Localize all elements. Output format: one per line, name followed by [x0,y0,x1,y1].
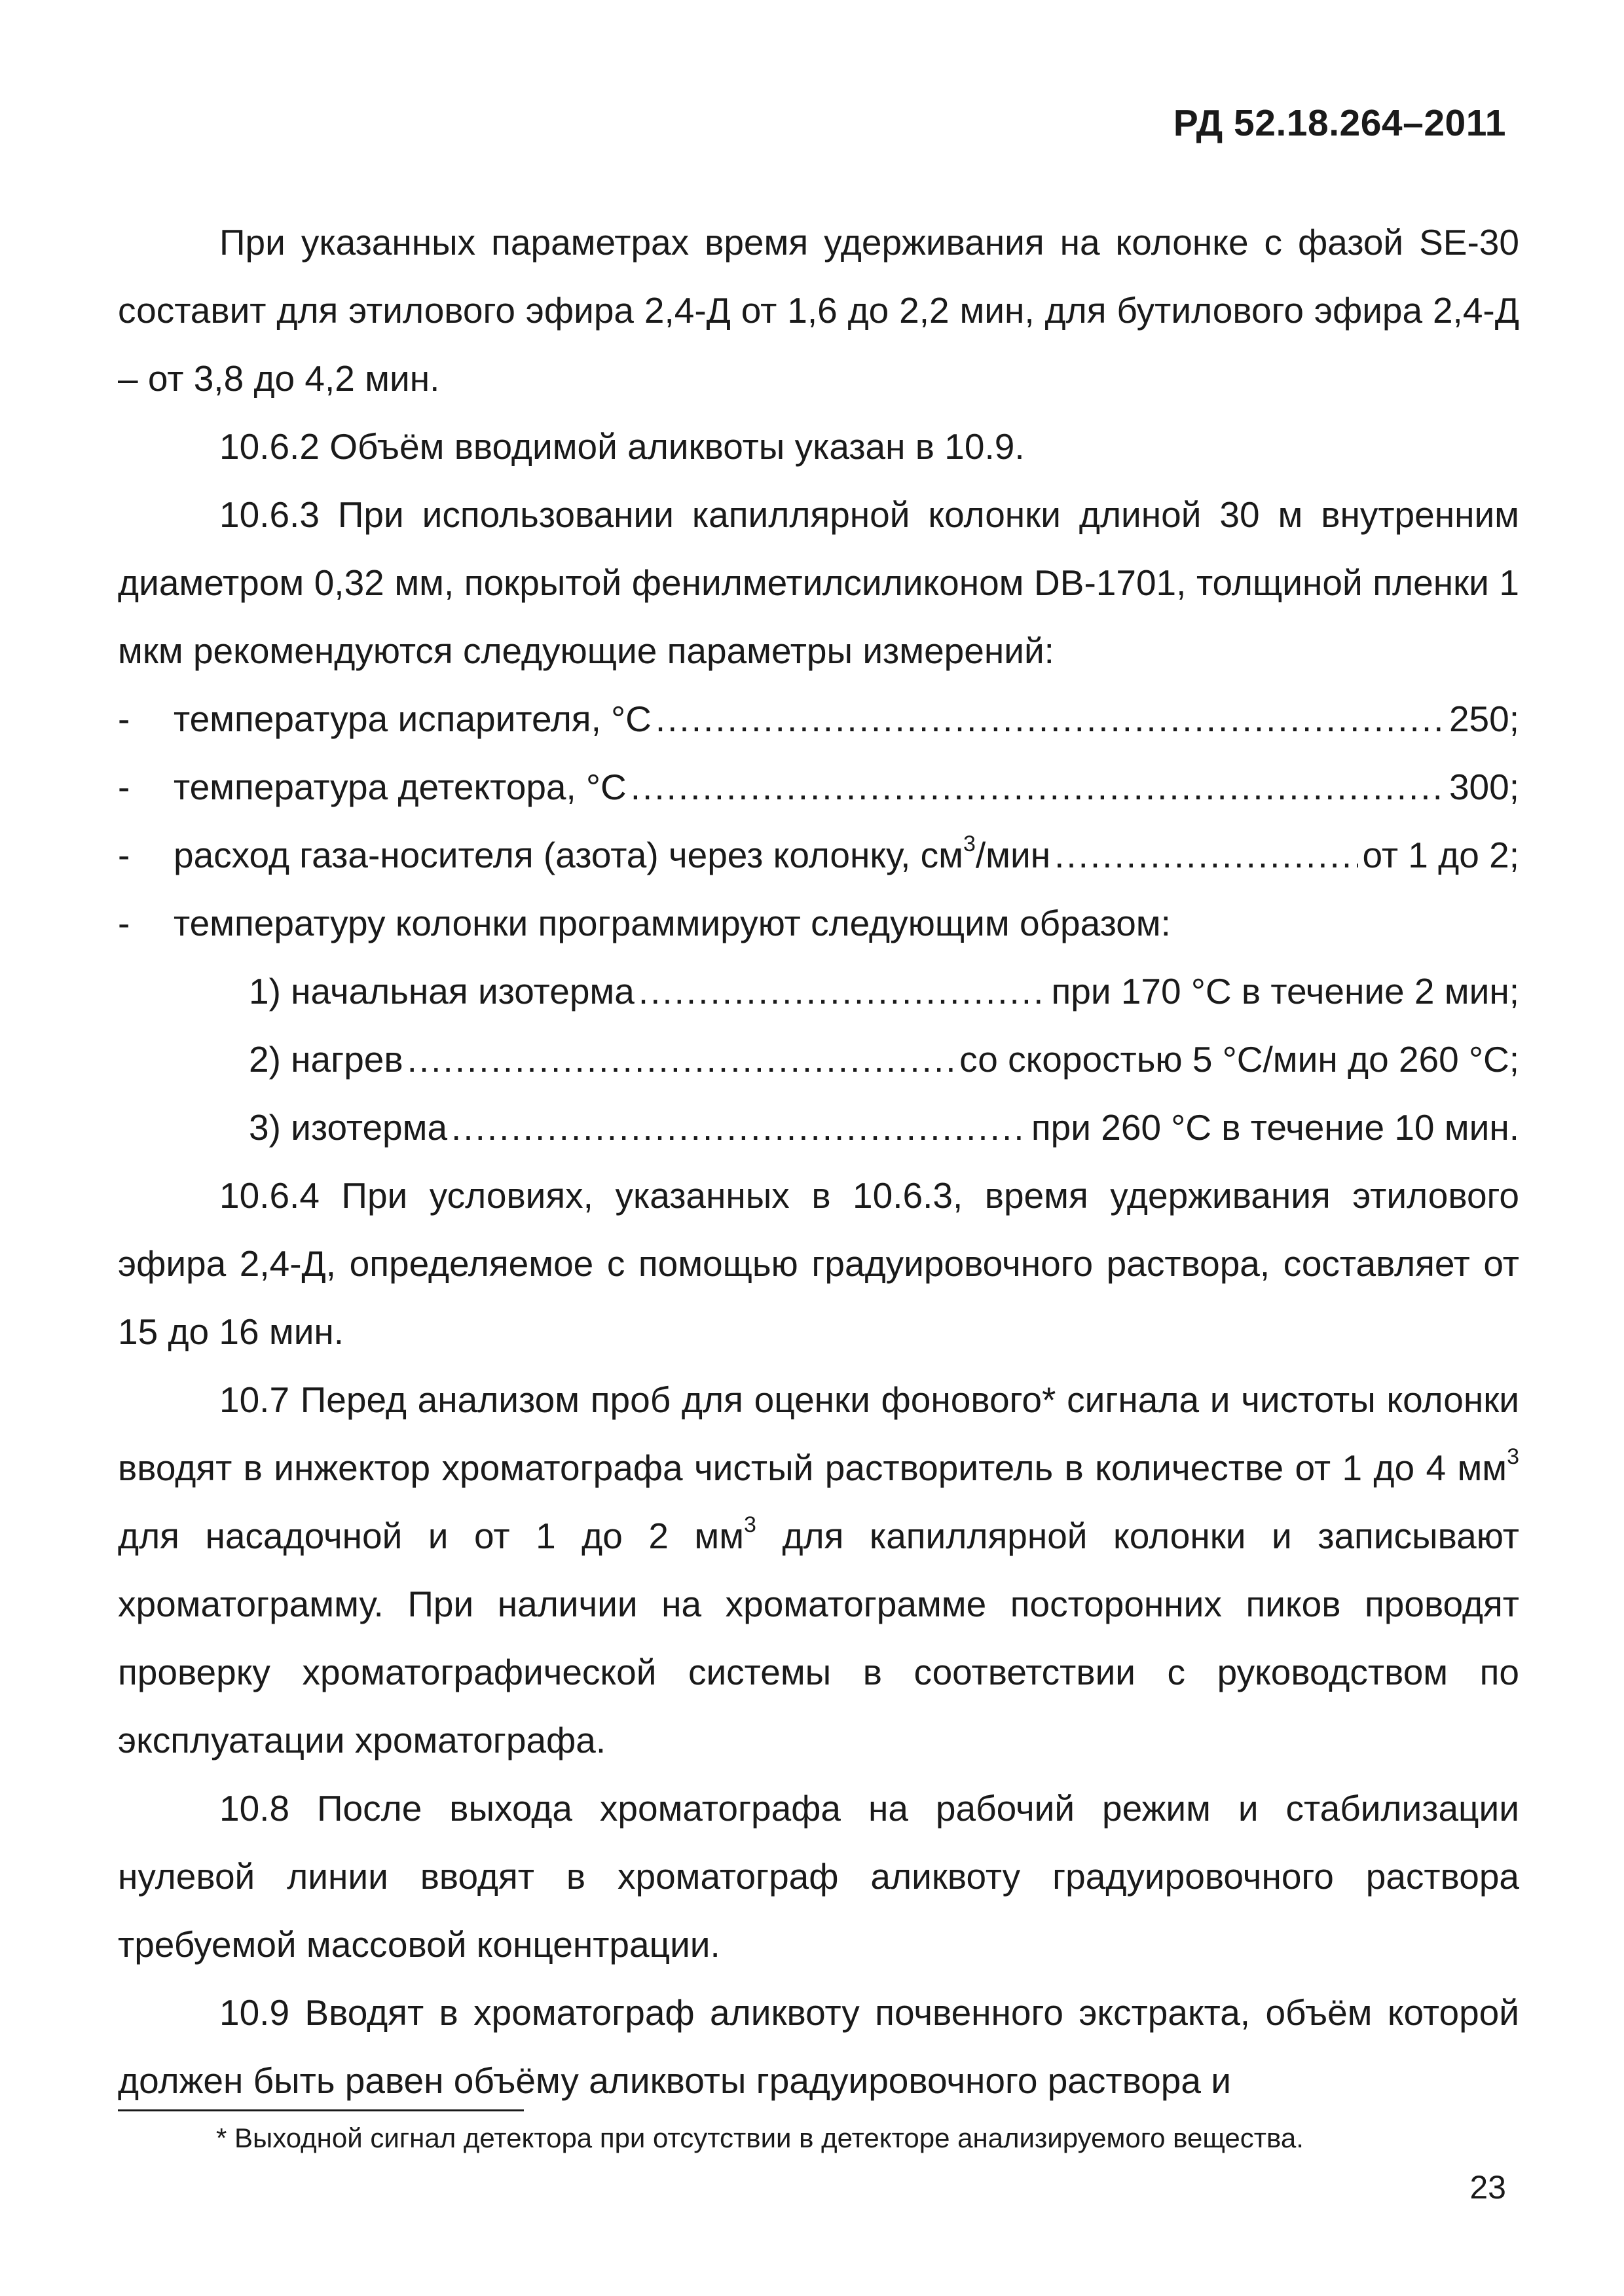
paragraph-10-6-2: 10.6.2 Объём вводимой аликвоты указан в 10.9. [219,426,1025,467]
param-value: от 1 до 2; [1362,835,1519,875]
dot-leader [655,685,1445,753]
dot-leader [1054,821,1358,889]
step-label: 3) изотерма [249,1107,448,1148]
step-label: 2) нагрев [249,1039,403,1080]
param-value: 300; [1449,767,1519,807]
param-label: температура испарителя, °С [174,699,652,739]
list-dash: - [118,835,130,875]
dot-leader [631,753,1445,821]
page-body [118,208,1519,2115]
dot-leader [451,1093,1027,1161]
list-dash: - [118,699,130,739]
program-step-final-isotherm [118,1093,1519,1161]
param-evaporator-temp [118,685,1519,753]
step-value: со скоростью 5 °С/мин до 260 °С; [959,1039,1519,1080]
list-dash: - [118,767,130,807]
step-value: при 260 °С в течение 10 мин. [1031,1107,1519,1148]
dot-leader [638,957,1048,1025]
paragraph-10-6-4: 10.6.4 При условиях, указанных в 10.6.3, время удерживания этилового эфира 2,4-Д, определяемое с помощью градуировочного раствора, составляет от 15 до 16 мин. [118,1175,1519,1352]
param-carrier-gas-flow [118,821,1519,889]
footnote-divider [118,2109,524,2111]
program-step-heating [118,1025,1519,1093]
document-number: РД 52.18.264–2011 [1173,102,1506,144]
step-value: при 170 °С в течение 2 мин; [1051,971,1519,1011]
footnote: * Выходной сигнал детектора при отсутствии в детекторе анализируемого вещества. [216,2123,1304,2153]
param-label: температуру колонки программируют следующим образом: [174,903,1171,943]
page-number: 23 [1469,2169,1506,2206]
param-label: температура детектора, °С [174,767,627,807]
program-step-initial-isotherm [118,957,1519,1025]
paragraph-10-9: 10.9 Вводят в хроматограф аликвоту почвенного экстракта, объём которой должен быть равен объёму аликвоты градуировочного раствора и [118,1992,1519,2101]
paragraph-10-7: 10.7 Перед анализом проб для оценки фонового* сигнала и чистоты колонки вводят в инжектор хроматографа чистый растворитель в количестве от 1 до 4 $мм^3$ для насадочной и от 1 до 2 $мм^3$ для капиллярной колонки и записывают хроматограмму. При наличии на хроматограмме посторонних пиков проводят проверку хроматографической системы в соответствии с руководством по эксплуатации хроматографа. [118,1379,1519,1760]
step-label: 1) начальная изотерма [249,971,635,1011]
param-value: 250; [1449,699,1519,739]
param-detector-temp [118,753,1519,821]
dot-leader [407,1025,956,1093]
param-column-program [118,889,1519,957]
list-dash: - [118,903,130,943]
paragraph-10-8: 10.8 После выхода хроматографа на рабочий режим и стабилизации нулевой линии вводят в хроматограф аликвоту градуировочного раствора требуемой массовой концентрации. [118,1788,1519,1965]
paragraph-10-6-3: 10.6.3 При использовании капиллярной колонки длиной 30 м внутренним диаметром 0,32 мм, покрытой фенилметилсиликоном DB-1701, толщиной пленки 1 мкм рекомендуются следующие параметры измерений: [118,494,1519,671]
param-label: расход газа-носителя (азота) через колонку, $см^3$/мин [174,831,1051,875]
paragraph-retention-se30: При указанных параметрах время удерживания на колонке с фазой SE-30 составит для этилового эфира 2,4-Д от 1,6 до 2,2 мин, для бутилового эфира 2,4-Д – от 3,8 до 4,2 мин. [118,222,1519,399]
